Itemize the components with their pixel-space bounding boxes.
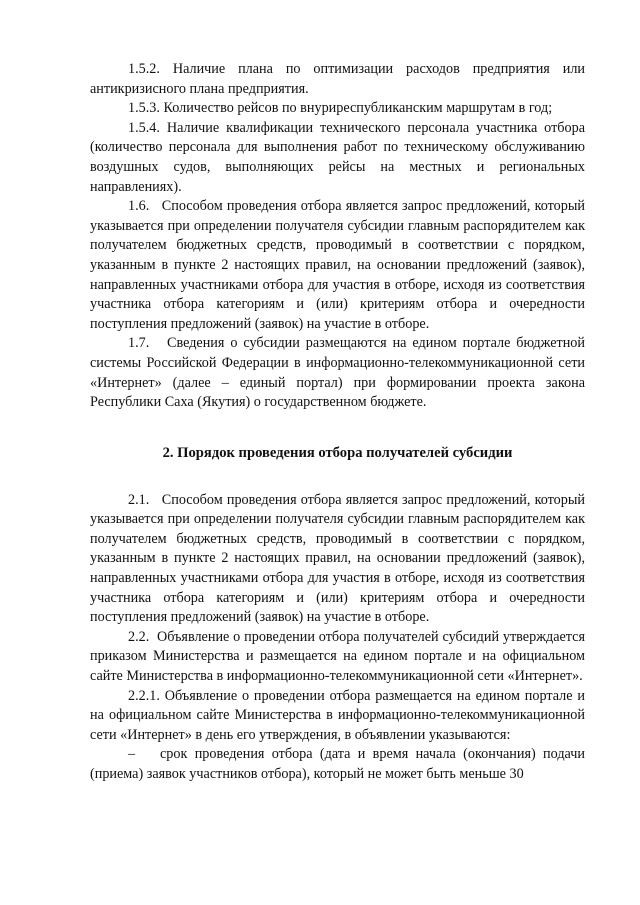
list-item-dash [90, 745, 585, 784]
bottom-paragraphs [90, 491, 585, 785]
paragraph-1-5-4: 1.5.4. Наличие квалификации технического персонала участника отбора (количество персонала для выполнения работ по техническому обслуживанию воздушных судов, выполняющих рейсы на местных и региональных направлениях). [90, 119, 585, 195]
paragraph-2-2: 2.2. Объявление о проведении отбора получателей субсидий утверждается приказом Министерства и размещается на едином портале и на официальном сайте Министерства в информационно-телекоммуникационной сети «Интернет». [90, 628, 585, 685]
top-paragraphs [90, 60, 585, 413]
list-item-text: срок проведения отбора (дата и время начала (окончания) подачи (приема) заявок участников отбора), который не может быть меньше 30 [90, 746, 585, 782]
section-heading: 2. Порядок проведения отбора получателей субсидии [162, 444, 513, 461]
paragraph-2-1: 2.1. Способом проведения отбора является запрос предложений, который указывается при определении получателя субсидии главным распорядителем как получателем бюджетных средств, проводимый в соответствии с порядком, указанным в пункте 2 настоящих правил, на основании предложений (заявок), направленных участниками отбора для участия в отборе, исходя из соответствия участника отбора категориям и (или) критериям отбора и очередности поступления предложений (заявок) на участие в отборе. [90, 491, 585, 626]
paragraph-1-5-2: 1.5.2. Наличие плана по оптимизации расходов предприятия или антикризисного плана предприятия. [90, 61, 585, 97]
paragraph-1-5-3: 1.5.3. Количество рейсов по внуриреспубликанским маршрутам в год; [128, 100, 553, 117]
paragraph-1-7: 1.7. Сведения о субсидии размещаются на едином портале бюджетной системы Российской Федерации в информационно-телекоммуникационной сети «Интернет» (далее – единый портал) при формировании проекта закона Республики Саха (Якутия) о государственном бюджете. [90, 335, 585, 411]
dash-marker: – [128, 746, 136, 763]
paragraph-2-2-1: 2.2.1. Объявление о проведении отбора размещается на едином портале и на официальном сайте Министерства в информационно-телекоммуникационной сети «Интернет» в день его утверждения, в объявлении указываются: [90, 687, 585, 743]
paragraph-1-6: 1.6. Способом проведения отбора является запрос предложений, который указывается при определении получателя субсидии главным распорядителем как получателем бюджетных средств, проводимый в соответствии с порядком, указанным в пункте 2 настоящих правил, на основании предложений (заявок), направленных участниками отбора для участия в отборе, исходя из соответствия участника отбора категориям и (или) критериям отбора и очередности поступления предложений (заявок) на участие в отборе. [90, 198, 585, 332]
